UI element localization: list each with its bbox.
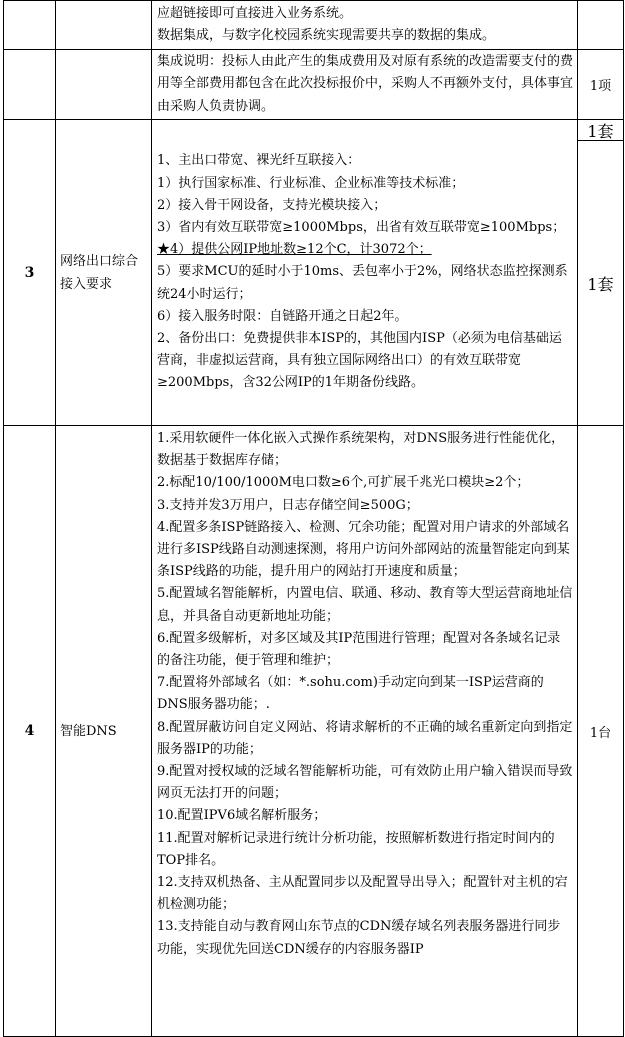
quantity-cell	[578, 1, 624, 50]
item-number: 4	[4, 426, 56, 1037]
paragraph: 数据集成，与数字化校园系统实现需要共享的数据的集成。	[157, 28, 496, 43]
name-cell	[56, 1, 152, 50]
paragraph: 12.支持双机热备、主从配置同步以及配置导出导入；配置针对主机的宕机检测功能；	[157, 875, 568, 913]
paragraph: 11.配置对解析记录进行统计分析功能，按照解析数进行指定时间内的TOP排名。	[157, 830, 555, 868]
content-cell	[152, 50, 578, 120]
number-cell	[4, 1, 56, 50]
paragraph: 1）执行国家标准、行业标准、企业标准等技术标准；	[157, 175, 465, 191]
paragraph: 集成说明：投标人由此产生的集成费用及对原有系统的改造需要支付的费用等全部费用都包含在此次投标报价中，采购人不再额外支付，具体事宜由采购人负责协调。	[157, 54, 574, 114]
table-row	[4, 120, 624, 426]
paragraph: 2、备份出口：免费提供非本ISP的，其他国内ISP（必须为电信基础运营商，非虚拟运营商，具有独立国际网络出口）的有效互联带宽≥200Mbps，含32公网IP的1年期备份线路。	[157, 331, 562, 391]
item-name: 网络出口综合接入要求	[56, 120, 152, 426]
paragraph: 3.支持并发3万用户，日志存储空间≥500G；	[157, 497, 419, 513]
paragraph: 8.配置屏蔽访问自定义网站、将请求解析的不正确的域名重新定向到指定服务器IP的功能；	[157, 719, 573, 757]
paragraph: 2.标配10/100/1000M电口数≥6个,可扩展千兆光口模块≥2个；	[157, 475, 530, 491]
quantity-main: 1套	[587, 274, 614, 294]
requirements-table	[3, 0, 624, 1037]
paragraph: 10.配置IPV6域名解析服务；	[157, 808, 327, 824]
quantity-top: 1套	[578, 120, 623, 141]
paragraph: 13.支持能自动与教育网山东节点的CDN缓存域名列表服务器进行同步功能，实现优先回送CDN缓存的内容服务器IP	[157, 919, 561, 957]
item-number: 3	[4, 120, 56, 426]
quantity-cell: 1台	[578, 426, 624, 1037]
number-cell	[4, 50, 56, 120]
paragraph: 应超链接即可直接进入业务系统。	[157, 5, 353, 21]
paragraph-underlined	[157, 239, 573, 261]
paragraph: 7.配置将外部域名（如：*.sohu.com)手动定向到某一ISP运营商的DNS服务器功能；.	[157, 675, 544, 713]
paragraph: 6）接入服务时限：自链路开通之日起2年。	[157, 308, 408, 324]
paragraph: 9.配置对授权域的泛域名智能解析功能，可有效防止用户输入错误而导致网页无法打开的问题；	[157, 764, 573, 802]
paragraph: 2）接入骨干网设备，支持光模块接入；	[157, 197, 387, 213]
table-row	[4, 50, 624, 120]
paragraph: 6.配置多级解析，对多区域及其IP范围进行管理；配置对各条域名记录的备注功能，便于管理和维护；	[157, 630, 561, 669]
quantity-cell: 1项	[578, 50, 624, 120]
content-cell	[152, 426, 578, 1037]
content-cell	[152, 120, 578, 426]
paragraph: 5.配置域名智能解析，内置电信、联通、移动、教育等大型运营商地址信息，并具备自动更新地址功能；	[157, 586, 573, 624]
name-cell	[56, 50, 152, 120]
quantity-cell	[578, 120, 624, 426]
underlined-text: ★4）提供公网IP地址数≥12个C，计3072个；	[157, 242, 432, 258]
table-row	[4, 426, 624, 1037]
item-name: 智能DNS	[56, 426, 152, 1037]
paragraph: 3）省内有效互联带宽≥1000Mbps，出省有效互联带宽≥100Mbps；	[157, 219, 566, 235]
paragraph: 5）要求MCU的延时小于10ms、丢包率小于2%，网络状态监控探测系统24小时运行；	[157, 264, 568, 302]
paragraph: 1、主出口带宽、裸光纤互联接入：	[157, 153, 361, 169]
table-row	[4, 1, 624, 50]
content-cell	[152, 1, 578, 50]
paragraph: 4.配置多条ISP链路接入、检测、冗余功能；配置对用户请求的外部域名进行多ISP线路自动测速探测，将用户访问外部网站的流量智能定向到某条ISP线路的功能，提升用户的网站打开速度和质量；	[157, 519, 570, 580]
paragraph: 1.采用软硬件一体化嵌入式操作系统架构，对DNS服务进行性能优化，数据基于数据库存储；	[157, 431, 565, 469]
